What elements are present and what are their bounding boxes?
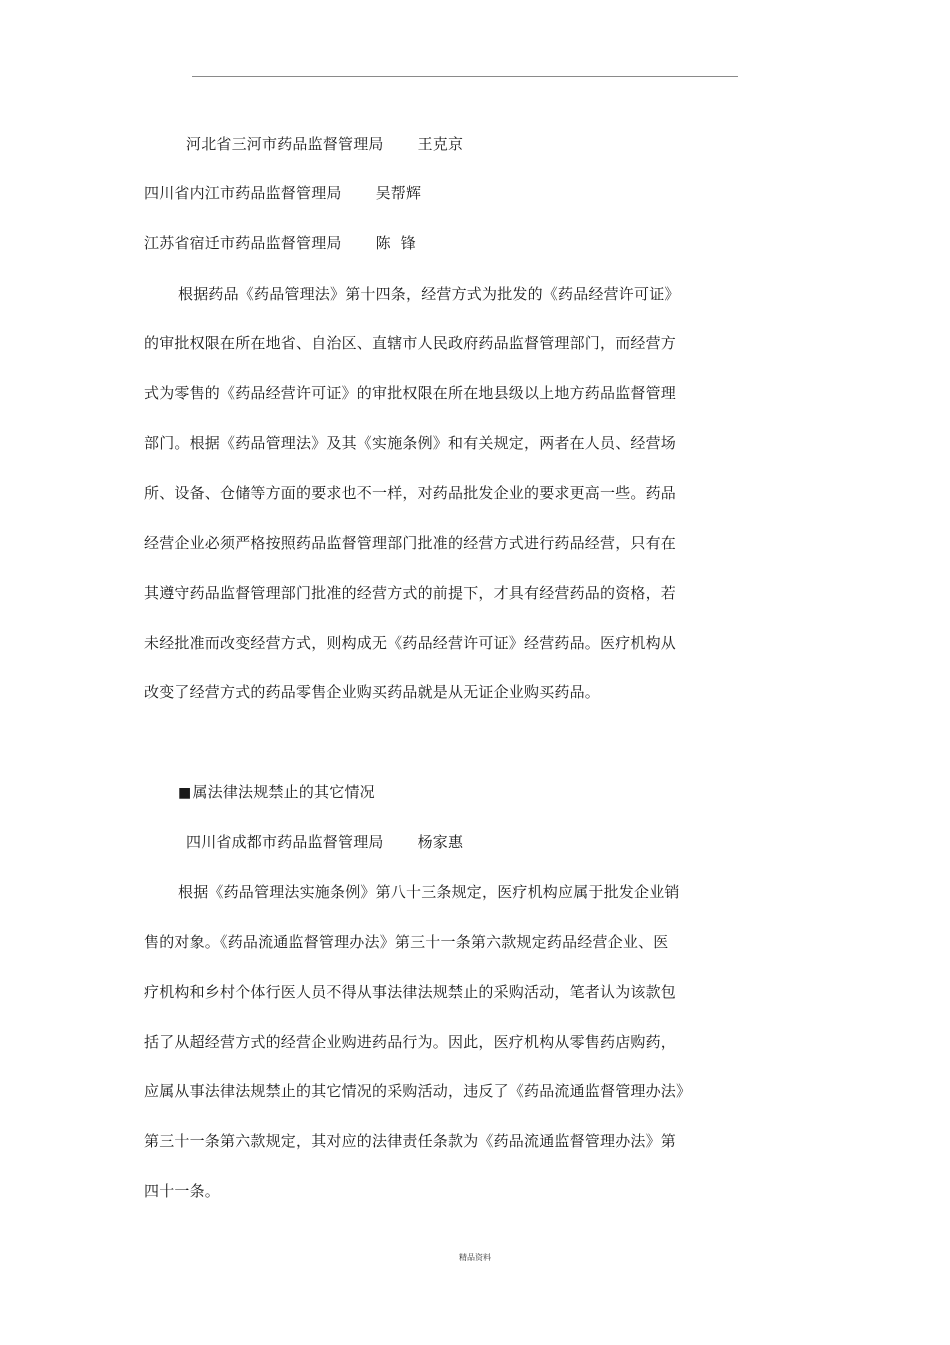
paragraph-line: 疗机构和乡村个体行医人员不得从事法律法规禁止的采购活动，笔者认为该款包 (144, 983, 677, 1001)
author-name: 杨家惠 (417, 833, 464, 851)
paragraph-line: 经营企业必须严格按照药品监督管理部门批准的经营方式进行药品经营，只有在 (144, 534, 677, 552)
paragraph-line: 四十一条。 (144, 1182, 221, 1200)
paragraph-line: 的审批权限在所在地省、自治区、直辖市人民政府药品监督管理部门，而经营方 (144, 334, 677, 352)
paragraph-line: 改变了经营方式的药品零售企业购买药品就是从无证企业购买药品。 (144, 683, 601, 701)
author-line-1 (186, 134, 463, 154)
paragraph-line: 其遵守药品监督管理部门批准的经营方式的前提下，才具有经营药品的资格，若 (144, 584, 677, 602)
author-org: 河北省三河市药品监督管理局 (186, 135, 384, 153)
author-org: 四川省成都市药品监督管理局 (186, 833, 384, 851)
author-name: 王克京 (417, 135, 464, 153)
paragraph-line: 所、设备、仓储等方面的要求也不一样，对药品批发企业的要求更高一些。药品 (144, 484, 677, 502)
section-heading-text: 属法律法规禁止的其它情况 (192, 783, 375, 801)
author-name: 吴帮辉 (375, 184, 422, 202)
author-org: 四川省内江市药品监督管理局 (144, 184, 342, 202)
section-heading (178, 782, 375, 803)
page-footer: 精品资料 (459, 1253, 491, 1262)
paragraph-line: 第三十一条第六款规定，其对应的法律责任条款为《药品流通监督管理办法》第 (144, 1132, 677, 1150)
square-bullet-icon: ■ (178, 785, 192, 801)
paragraph-line: 售的对象。《药品流通监督管理办法》第三十一条第六款规定药品经营企业、医 (144, 933, 669, 951)
header-rule (192, 76, 738, 77)
paragraph-line: 根据《药品管理法实施条例》第八十三条规定，医疗机构应属于批发企业销 (178, 883, 680, 901)
author-line-2 (144, 183, 421, 203)
author-org: 江苏省宿迁市药品监督管理局 (144, 234, 342, 252)
paragraph-line: 式为零售的《药品经营许可证》的审批权限在所在地县级以上地方药品监督管理 (144, 384, 677, 402)
paragraph-line: 部门。根据《药品管理法》及其《实施条例》和有关规定，两者在人员、经营场 (144, 434, 677, 452)
author-name: 陈 锋 (375, 234, 416, 252)
paragraph-line: 应属从事法律法规禁止的其它情况的采购活动，违反了《药品流通监督管理办法》 (144, 1082, 692, 1100)
paragraph-line: 未经批准而改变经营方式，则构成无《药品经营许可证》经营药品。医疗机构从 (144, 634, 677, 652)
author-line-3 (144, 233, 416, 253)
paragraph-line: 根据药品《药品管理法》第十四条，经营方式为批发的《药品经营许可证》 (178, 285, 680, 303)
paragraph-line: 括了从超经营方式的经营企业购进药品行为。因此，医疗机构从零售药店购药， (144, 1033, 677, 1051)
section-author-line (186, 832, 463, 852)
